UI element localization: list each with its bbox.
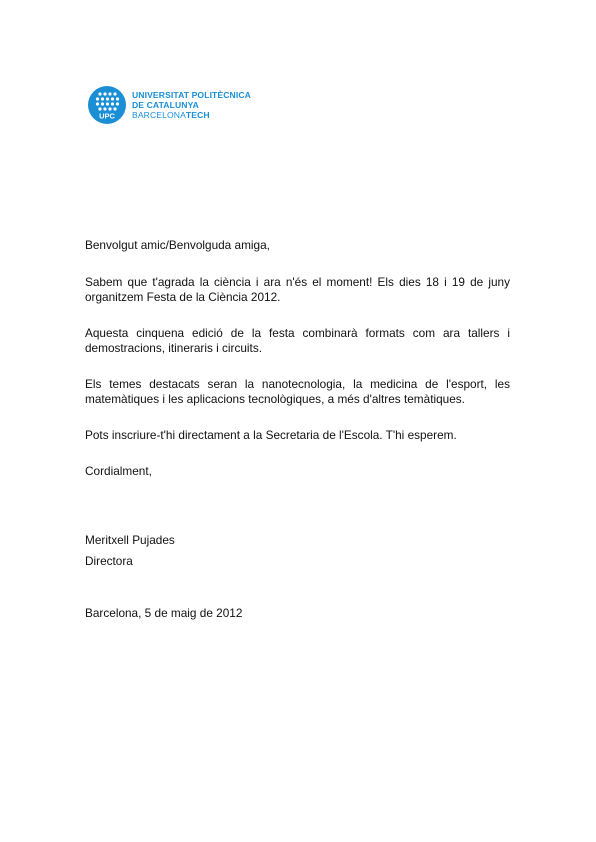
place-date: Barcelona, 5 de maig de 2012 bbox=[85, 606, 243, 620]
logo-line-3-city: BARCELONA bbox=[132, 110, 186, 121]
logo-line-3-tech: TECH bbox=[185, 110, 210, 121]
greeting: Benvolgut amic/Benvolguda amiga, bbox=[85, 238, 270, 252]
logo-line-2: DE CATALUNYA bbox=[132, 99, 199, 110]
logo-line-1: UNIVERSITAT POLITÈCNICA bbox=[132, 89, 251, 100]
signature-name: Meritxell Pujades bbox=[85, 533, 175, 547]
paragraph-2: Aquesta cinquena edició de la festa combinarà formats com ara tallers i demostracions, itineraris i circuits. bbox=[85, 326, 510, 355]
letter-body bbox=[85, 238, 510, 621]
closing: Cordialment, bbox=[85, 464, 152, 478]
logo-abbreviation: UPC bbox=[99, 111, 115, 121]
paragraph-4: Pots inscriure-t'hi directament a la Secretaria de l'Escola. T'hi esperem. bbox=[85, 428, 457, 442]
upc-logo-icon bbox=[88, 86, 126, 124]
logo-wordmark bbox=[132, 90, 251, 121]
paragraph-3: Els temes destacats seran la nanotecnologia, la medicina de l'esport, les matemàtiques i les aplicacions tecnològiques, a més d'altres temàtiques. bbox=[85, 377, 510, 406]
signature-title: Directora bbox=[85, 554, 133, 568]
paragraph-1: Sabem que t'agrada la ciència i ara n'és el moment! Els dies 18 i 19 de juny organitzem Festa de la Ciència 2012. bbox=[85, 275, 510, 304]
logo-line-3 bbox=[132, 110, 251, 120]
upc-logo bbox=[88, 86, 251, 124]
